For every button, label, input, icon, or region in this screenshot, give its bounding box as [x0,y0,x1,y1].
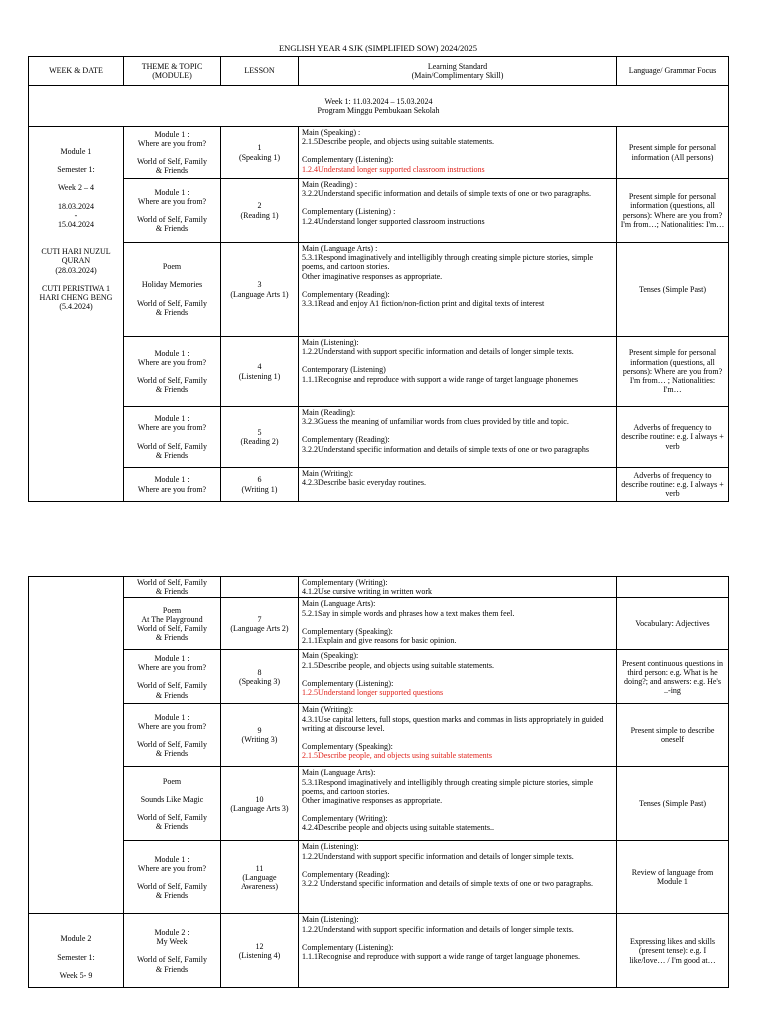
table-header-row [29,57,729,86]
lesson-line: (Reading 2) [240,437,279,446]
learning-standard-cell [299,337,617,407]
standard-line: 2.1.5Describe people, and objects using suitable statements. [302,137,494,147]
lesson-line: 8 [257,667,262,677]
week-date-cell-empty [29,577,124,914]
theme-line: Module 1 : [154,348,190,358]
standard-line: 3.2.3Guess the meaning of unfamiliar words from clues provided by title and topic. [302,417,569,427]
theme-cell [124,468,221,502]
lesson-rows-bottom [29,577,729,988]
lesson-line: (Listening 4) [238,950,281,960]
theme-cell [124,650,221,704]
theme-line: World of Self, Family [136,215,207,224]
theme-line: World of Self, Family [136,157,207,166]
learning-standard-cell [299,841,617,914]
header-theme [124,57,221,86]
lesson-line: 3 [257,280,262,290]
week-info-line: HARI CHENG BENG [39,293,113,303]
theme-line: World of Self, Family [136,812,207,822]
learning-standard-cell [299,650,617,704]
standard-line: Main (Reading) : [302,180,358,189]
spacer [32,174,120,183]
learning-standard-cell [299,598,617,650]
lesson-line: 10 [255,794,264,804]
theme-cell [124,704,221,767]
theme-cell [124,127,221,179]
lesson-line: (Language Arts 3) [230,803,289,813]
standard-line: Complementary (Listening) : [302,207,396,217]
spacer [302,426,613,435]
learning-standard-cell [299,407,617,468]
spacer [302,805,613,814]
theme-cell [124,337,221,407]
grammar-focus-cell: Present simple for personal information (questions, all persons): Where are you from? I'm from…; Nationalities: I'm… [617,179,729,243]
spacer [127,433,217,442]
week-info-line: Semester 1: [57,952,95,962]
standard-line: Main (Speaking): [302,651,359,661]
table-row [29,127,729,179]
standard-line: Main (Listening): [302,338,359,347]
standard-line: 1.2.4Understand longer supported classroom instructions [302,216,485,226]
theme-line: Where are you from? [137,196,207,206]
theme-cell [124,407,221,468]
spacer [302,733,613,742]
table-row [29,243,729,337]
lesson-cell [221,704,299,767]
lesson-line: 2 [257,201,262,211]
week-band-line1: Week 1: 11.03.2024 – 15.03.2024 [324,96,433,106]
standard-line: 3.3.1Read and enjoy A1 fiction/non-fiction print and digital texts of interest [302,299,545,309]
week-info-line: CUTI PERISTIWA 1 [42,283,110,293]
lesson-line: 6 [257,475,262,485]
theme-line: Module 2 : [154,928,190,937]
standard-line: 1.2.2Understand with support specific information and details of longer simple texts. [302,347,574,357]
theme-line: World of Self, Family [136,376,207,385]
table-row [29,841,729,914]
spacer [32,229,120,238]
learning-standard-cell [299,127,617,179]
spacer [127,731,217,740]
standard-line: 5.2.1Say in simple words and phrases how a text makes them feel. [302,608,515,618]
spacer [302,670,613,679]
standard-line: Main (Writing): [302,705,353,715]
week-date-cell [29,127,124,502]
grammar-focus-cell: Tenses (Simple Past) [617,767,729,841]
theme-line: World of Self, Family [136,881,207,891]
standard-line: Complementary (Reading): [302,435,390,445]
theme-line: Poem [162,605,182,615]
theme-line: Module 1 : [154,654,190,663]
week-info-line: Week 2 – 4 [57,183,94,193]
theme-line: & Friends [155,450,189,460]
theme-cell [124,243,221,337]
spacer [127,290,217,299]
standard-line: Complementary (Listening): [302,155,394,165]
grammar-focus-cell: Review of language from Module 1 [617,841,729,914]
lesson-cell [221,337,299,407]
theme-line: & Friends [155,385,189,395]
week-date-cell [29,914,124,988]
header-grammar: Language/ Grammar Focus [617,57,729,86]
standard-line: Other imaginative responses as appropriate. [302,796,443,806]
standard-line: 5.3.1Respond imaginatively and intelligibly through creating simple picture stories, simple poems, and cartoon stories. [302,253,594,272]
theme-line: Where are you from? [137,663,207,673]
table-row [29,337,729,407]
learning-standard-cell [299,914,617,988]
theme-line: Poem [162,776,182,786]
standard-line: 2.1.1Explain and give reasons for basic opinion. [302,636,457,646]
theme-line: & Friends [155,166,189,176]
lesson-line: (Reading 1) [240,210,279,220]
standard-line: Main (Language Arts): [302,599,376,609]
standard-line: 3.2.2Understand specific information and details of simple texts of one or two paragraphs. [302,189,592,199]
standard-line: Complementary (Writing): [302,814,388,824]
learning-standard-cell [299,243,617,337]
grammar-focus-cell: Present simple for personal information (All persons) [617,127,729,179]
week-band-line2: Program Minggu Pembukaan Sekolah [317,106,440,115]
lesson-cell [221,914,299,988]
standard-line: 1.1.1Recognise and reproduce with support a wide range of target language phonemes. [302,952,580,962]
header-theme-line1: THEME & TOPIC [141,61,203,71]
table-row [29,767,729,841]
spacer [127,804,217,813]
spacer [302,934,613,943]
theme-line: & Friends [155,224,189,234]
grammar-focus-cell: Present simple for personal information (questions, all persons): Where are you from? I'm from… ; Nationalities: I'm… [617,337,729,407]
standard-line: 4.1.2Use cursive writing in written work [302,587,432,597]
standard-line: Complementary (Speaking): [302,742,393,752]
lesson-line: 1 [257,143,262,153]
theme-line: Sounds Like Magic [140,794,204,804]
grammar-focus-cell: Expressing likes and skills (present tense): e.g. I like/love… / I'm good at… [617,914,729,988]
theme-line: & Friends [155,690,189,700]
grammar-focus-cell: Present continuous questions in third person: e.g. What is he doing?; and answers: e.g. He's ..-ing [617,650,729,704]
lesson-line: (Language Arts 1) [230,289,289,299]
standard-line: Main (Language Arts) : [302,244,378,253]
theme-cell [124,598,221,650]
theme-line: World of Self, Family [136,681,207,691]
lesson-line: (Writing 3) [241,735,278,745]
lesson-line: 5 [257,427,262,437]
grammar-focus-cell: Present simple to describe oneself [617,704,729,767]
spacer [302,281,613,290]
theme-line: Module 1 : [154,414,190,424]
grammar-focus-cell: Adverbs of frequency to describe routine: e.g. I always + verb [617,468,729,502]
lesson-line: 12 [255,941,264,951]
week-info-line: 18.03.2024 [58,201,94,211]
theme-line: My Week [156,937,188,947]
standard-line: 4.2.3Describe basic everyday routines. [302,478,426,488]
spacer [32,193,120,202]
standard-line: 3.2.2Understand specific information and details of simple texts of one or two paragraphs [302,444,590,454]
learning-standard-cell [299,704,617,767]
header-standard-line1: Learning Standard [427,61,488,71]
lesson-cell [221,243,299,337]
spacer [127,148,217,157]
standard-line: 5.3.1Respond imaginatively and intelligibly through creating simple picture stories, simple poems, and cartoon stories. [302,777,594,796]
lesson-cell [221,841,299,914]
theme-line: World of Self, Family [136,441,207,451]
standard-line: Complementary (Reading): [302,289,390,299]
week-info-line: (5.4.2024) [59,302,93,312]
spacer [302,618,613,627]
theme-line: & Friends [155,633,189,643]
spacer [127,786,217,795]
lesson-line: 4 [257,362,262,372]
theme-cell [124,914,221,988]
lesson-line: (Writing 1) [241,484,278,494]
learning-standard-cell [299,468,617,502]
theme-line: Module 1 : [154,712,190,722]
theme-line: World of Self, Family [136,298,207,308]
standard-line: 1.2.2Understand with support specific information and details of longer simple texts. [302,851,574,861]
theme-line: Poem [162,262,182,272]
standard-line: Complementary (Writing): [302,578,388,587]
theme-cell [124,577,221,598]
week-info-line: QURAN [61,256,91,266]
standard-line: 1.2.5Understand longer supported questions [302,688,444,698]
header-standard [299,57,617,86]
table-row [29,179,729,243]
lesson-cell [221,468,299,502]
theme-line: Module 1 : [154,475,190,485]
lesson-cell [221,577,299,598]
week-info-line: CUTI HARI NUZUL [41,247,111,257]
standard-line: 3.2.2 Understand specific information and details of simple texts of one or two paragraphs. [302,879,594,889]
scheme-table-bottom [28,576,729,988]
lesson-cell [221,407,299,468]
standard-line: 1.2.4Understand longer supported classroom instructions [302,164,485,174]
week-info-line: Module 2 [60,934,92,944]
theme-cell [124,767,221,841]
spacer [127,946,217,955]
lesson-line: 7 [257,614,262,624]
theme-line: Where are you from? [137,484,207,494]
theme-line: Where are you from? [137,357,207,367]
spacer [302,146,613,155]
lesson-line: (Listening 1) [238,371,281,381]
table-row [29,407,729,468]
grammar-focus-cell: Adverbs of frequency to describe routine: e.g. I always + verb [617,407,729,468]
standard-line: Main (Speaking) : [302,128,361,137]
theme-line: Module 1 : [154,854,190,864]
theme-line: & Friends [155,822,189,832]
table-row [29,704,729,767]
scheme-table-top [28,56,729,502]
standard-line: Complementary (Reading): [302,869,390,879]
theme-line: Where are you from? [137,423,207,433]
standard-line: Main (Reading): [302,408,356,417]
theme-line: Module 1 : [154,129,190,139]
header-theme-line2: (MODULE) [152,71,192,80]
learning-standard-cell [299,767,617,841]
lesson-line: 11 [255,863,264,873]
lesson-line: (Language [242,872,277,882]
header-week: WEEK & DATE [29,57,124,86]
lesson-rows-top [29,127,729,502]
table-row [29,650,729,704]
lesson-cell [221,767,299,841]
lesson-cell [221,179,299,243]
theme-line: & Friends [155,587,189,597]
week-band-row [29,86,729,127]
week-info-line: - [74,210,78,220]
learning-standard-cell [299,179,617,243]
theme-line: World of Self, Family [136,623,207,633]
spacer [302,861,613,870]
spacer [127,206,217,215]
lesson-cell [221,598,299,650]
week-band [29,86,729,127]
standard-line: 1.1.1Recognise and reproduce with support a wide range of target language phonemes [302,374,578,384]
standard-line: Main (Writing): [302,469,353,478]
theme-line: & Friends [155,307,189,317]
standard-line: 1.2.2Understand with support specific information and details of longer simple texts. [302,924,574,934]
theme-line: World of Self, Family [136,739,207,749]
lesson-line: Awareness) [240,882,279,891]
spacer [127,672,217,681]
spacer [127,271,217,280]
standard-line: Other imaginative responses as appropriate. [302,271,443,281]
week-info-line: Week 5- 9 [59,970,93,980]
week-info-line: Semester 1: [57,165,95,175]
lesson-line: (Speaking 1) [238,152,281,162]
theme-line: Holiday Memories [141,280,203,290]
table-row [29,598,729,650]
spacer [32,275,120,284]
standard-line: Complementary (Speaking): [302,626,393,636]
standard-line: 2.1.5Describe people, and objects using suitable statements. [302,660,494,670]
grammar-focus-cell: Vocabulary: Adjectives [617,598,729,650]
standard-line: 4.2.4Describe people and objects using suitable statements.. [302,823,494,833]
theme-line: At The Playground [141,614,203,624]
table-row [29,468,729,502]
table-row [29,914,729,988]
table-row [29,577,729,598]
standard-line: Complementary (Listening): [302,942,394,952]
theme-line: World of Self, Family [136,578,207,587]
theme-line: Module 1 : [154,187,190,197]
theme-line: World of Self, Family [136,955,207,965]
theme-line: & Friends [155,749,189,759]
theme-line: Where are you from? [137,721,207,731]
week-info-line: 15.04.2024 [58,220,94,230]
standard-line: Main (Listening): [302,842,359,852]
theme-line: & Friends [155,964,189,974]
standard-line: 4.3.1Use capital letters, full stops, question marks and commas in lists appropriately in guided writing at discourse level. [302,714,604,733]
spacer [32,962,120,971]
grammar-focus-cell [617,577,729,598]
standard-line: Main (Listening): [302,915,359,925]
lesson-cell [221,127,299,179]
week-info-line: Module 1 [60,147,92,156]
grammar-focus-cell: Tenses (Simple Past) [617,243,729,337]
spacer [32,944,120,953]
spacer [32,238,120,247]
standard-line: Contemporary (Listening) [302,365,386,375]
header-standard-line2: (Main/Complimentary Skill) [411,71,504,80]
lesson-line: (Language Arts 2) [230,623,289,633]
spacer [127,873,217,882]
standard-line: Complementary (Listening): [302,678,394,688]
theme-cell [124,179,221,243]
spacer [32,156,120,165]
week-info-line: (28.03.2024) [55,265,97,275]
spacer [127,367,217,376]
spacer [302,356,613,365]
theme-line: Where are you from? [137,138,207,148]
spacer [302,198,613,207]
page-title: ENGLISH YEAR 4 SJK (SIMPLIFIED SOW) 2024/2025 [278,43,478,53]
theme-line: Where are you from? [137,863,207,873]
learning-standard-cell [299,577,617,598]
lesson-cell [221,650,299,704]
standard-line: Main (Language Arts): [302,768,376,778]
lesson-line: 9 [257,726,262,736]
header-lesson: LESSON [221,57,299,86]
theme-cell [124,841,221,914]
standard-line: 2.1.5Describe people, and objects using suitable statements [302,751,492,761]
lesson-line: (Speaking 3) [238,676,281,686]
theme-line: & Friends [155,891,189,901]
